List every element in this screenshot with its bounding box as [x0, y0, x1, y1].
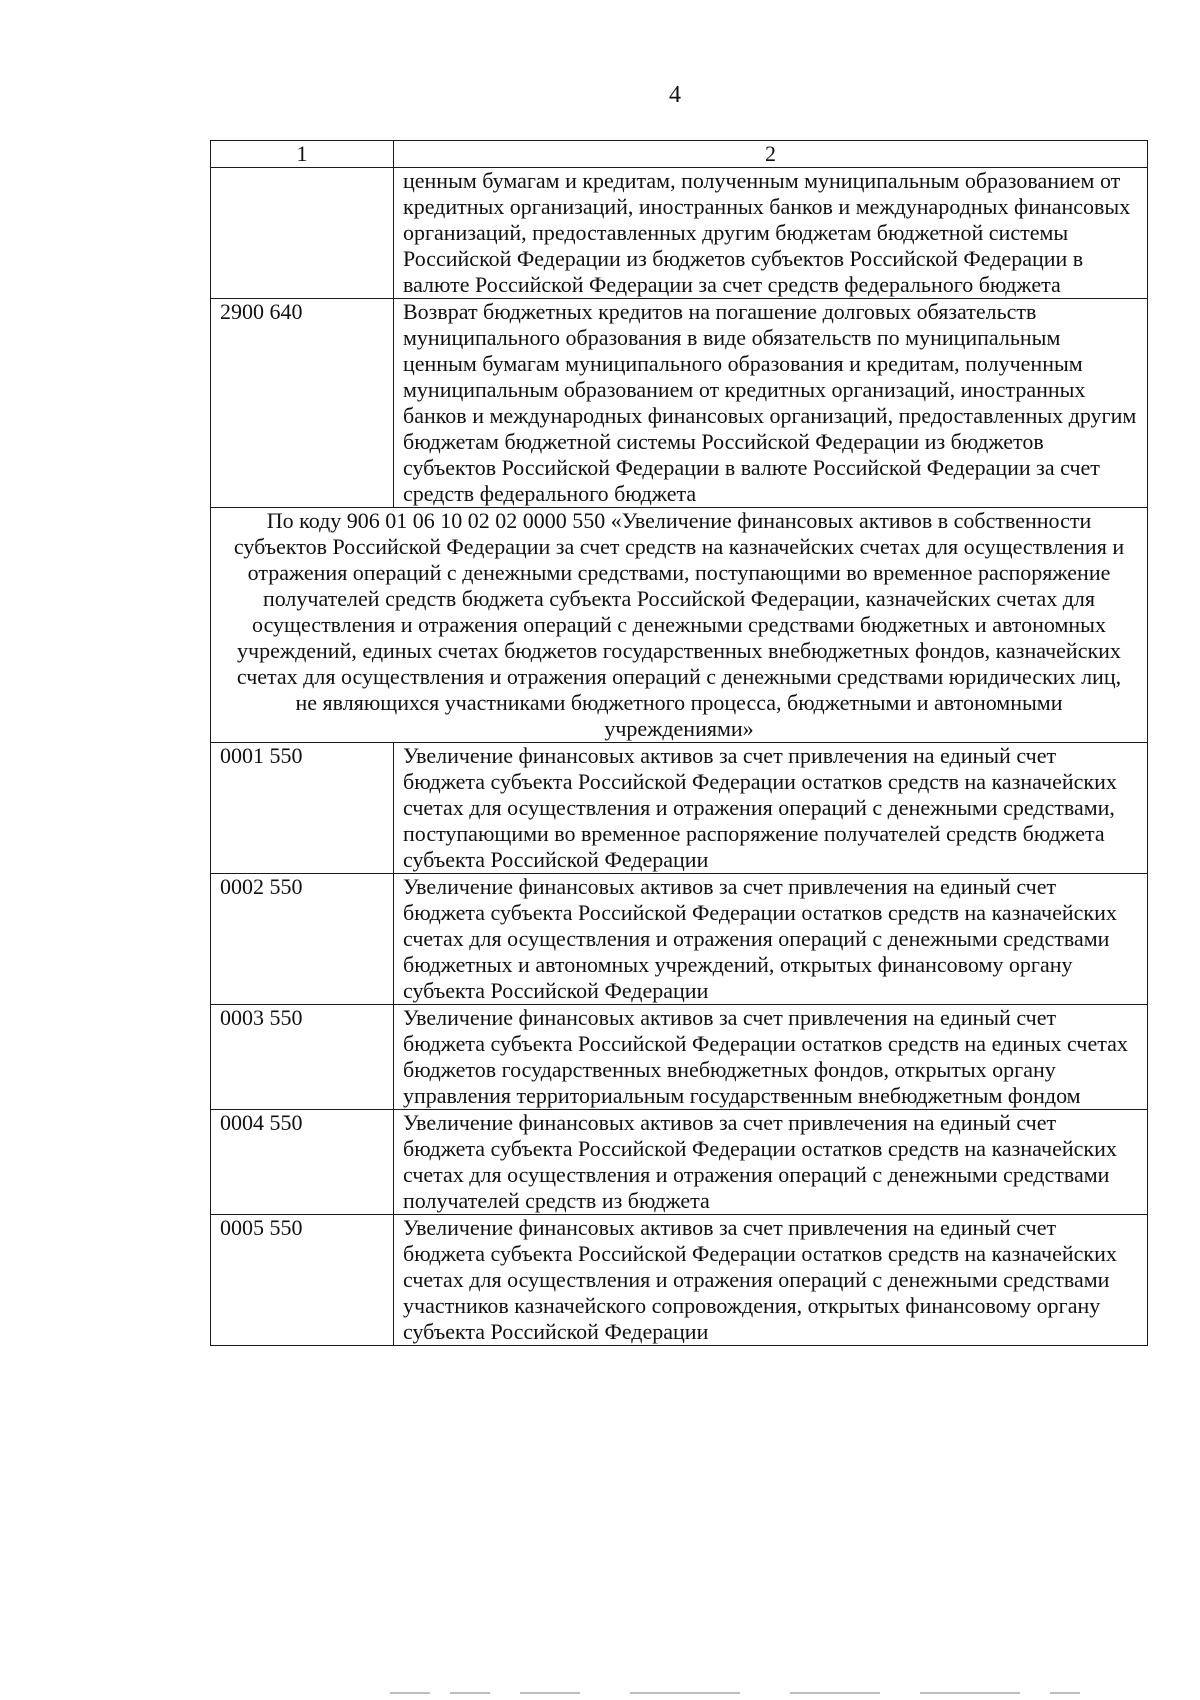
row-code: 0003 550 — [211, 1005, 394, 1110]
table-row — [211, 743, 1148, 874]
row-code — [211, 168, 394, 299]
scan-artifact-marks — [390, 1692, 1090, 1696]
row-description: Возврат бюджетных кредитов на погашение долговых обязательств муниципального образования в виде обязательств по муниципальным ценным бумагам муниципального образования и кредитам, полученным муниципальным образованием от кредитных организаций, иностранных банков и международных финансовых организаций, предоставленных другим бюджетам бюджетной системы Российской Федерации из бюджетов субъектов Российской Федерации в валюте Российской Федерации за счет средств федерального бюджета — [394, 299, 1148, 508]
table-row — [211, 874, 1148, 1005]
row-description: Увеличение финансовых активов за счет привлечения на единый счет бюджета субъекта Российской Федерации остатков средств на казначейских счетах для осуществления и отражения операций с денежными средствами, поступающими во временное распоряжение получателей средств бюджета субъекта Российской Федерации — [394, 743, 1148, 874]
row-code: 0005 550 — [211, 1215, 394, 1346]
row-code: 0002 550 — [211, 874, 394, 1005]
section-heading: По коду 906 01 06 10 02 02 0000 550 «Увеличение финансовых активов в собственности субъектов Российской Федерации за счет средств на казначейских счетах для осуществления и отражения операций с денежными средствами, поступающими во временное распоряжение получателей средств бюджета субъекта Российской Федерации, казначейских счетах для осуществления и отражения операций с денежными средствами бюджетных и автономных учреждений, единых счетах бюджетов государственных внебюджетных фондов, казначейских счетах для осуществления и отражения операций с денежными средствами юридических лиц, не являющихся участниками бюджетного процесса, бюджетными и автономными учреждениями» — [211, 508, 1148, 743]
table-row — [211, 1215, 1148, 1346]
column-header-2: 2 — [394, 141, 1148, 168]
row-code: 0001 550 — [211, 743, 394, 874]
row-description: Увеличение финансовых активов за счет привлечения на единый счет бюджета субъекта Российской Федерации остатков средств на казначейских счетах для осуществления и отражения операций с денежными средствами получателей средств из бюджета — [394, 1110, 1148, 1215]
table-row — [211, 1005, 1148, 1110]
section-heading-row — [211, 508, 1148, 743]
page-number: 4 — [669, 82, 681, 108]
table-header-row — [211, 141, 1148, 168]
column-header-1: 1 — [211, 141, 394, 168]
row-description: Увеличение финансовых активов за счет привлечения на единый счет бюджета субъекта Российской Федерации остатков средств на казначейских счетах для осуществления и отражения операций с денежными средствами бюджетных и автономных учреждений, открытых финансовому органу субъекта Российской Федерации — [394, 874, 1148, 1005]
table-row — [211, 1110, 1148, 1215]
row-description: Увеличение финансовых активов за счет привлечения на единый счет бюджета субъекта Российской Федерации остатков средств на единых счетах бюджетов государственных внебюджетных фондов, открытых органу управления территориальным государственным внебюджетным фондом — [394, 1005, 1148, 1110]
row-description: ценным бумагам и кредитам, полученным муниципальным образованием от кредитных организаций, иностранных банков и международных финансовых организаций, предоставленных другим бюджетам бюджетной системы Российской Федерации из бюджетов субъектов Российской Федерации в валюте Российской Федерации за счет средств федерального бюджета — [394, 168, 1148, 299]
row-code: 0004 550 — [211, 1110, 394, 1215]
row-description: Увеличение финансовых активов за счет привлечения на единый счет бюджета субъекта Российской Федерации остатков средств на казначейских счетах для осуществления и отражения операций с денежными средствами участников казначейского сопровождения, открытых финансовому органу субъекта Российской Федерации — [394, 1215, 1148, 1346]
table-row — [211, 299, 1148, 508]
table-row — [211, 168, 1148, 299]
row-code: 2900 640 — [211, 299, 394, 508]
budget-code-table — [210, 140, 1148, 1346]
